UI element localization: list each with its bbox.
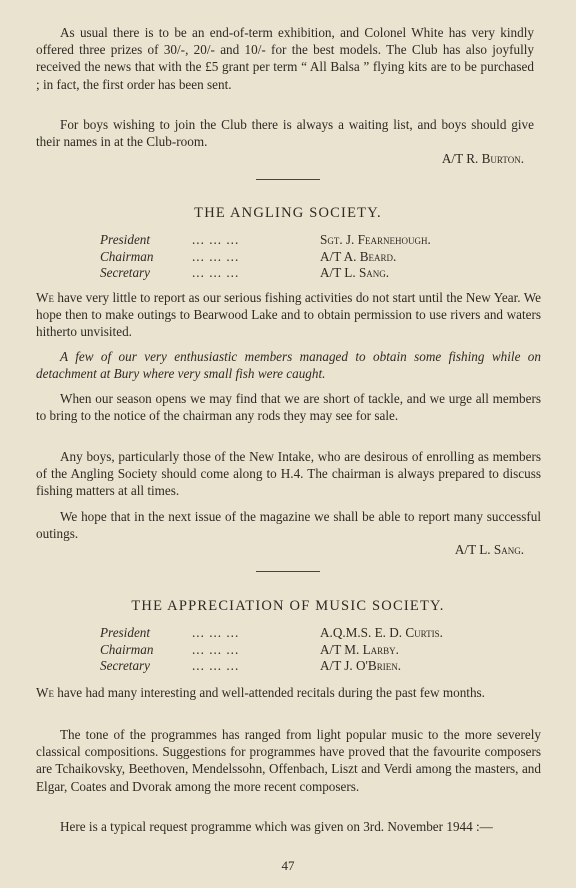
angling-paragraph-3: When our season opens we may find that we are short of tackle, and we urge all members to bring to the notice of the chairman any rods they may see for sale. — [36, 391, 541, 424]
model-club-signature: A/T R. Burton. — [441, 151, 524, 166]
angling-paragraph-4: Any boys, particularly those of the New Intake, who are desirous of enrolling as members of the Angling Society should come along to H.4. The chairman is always prepared to discuss fishing matters at all times. — [36, 449, 541, 499]
angling-paragraph-1: We have very little to report as our serious fishing activities do not start until the New Year. We hope then to make outings to Bearwood Lake and to obtain permission to use rivers and waters hitherto unvisited. — [36, 290, 541, 340]
music-paragraph-2: The tone of the programmes has ranged from light popular music to the more severely classical compositions. Suggestions for programmes have proved that the favourite composers are Tchaikovsky, Beethoven, Mendelssohn, Offenbach, Liszt and Verdi among the masters, and Elgar, Coates and Dvorak among the more recent composers. — [36, 727, 541, 794]
angling-paragraph-5: We hope that in the next issue of the magazine we shall be able to report many successful outings. — [36, 509, 541, 542]
music-paragraph-3: Here is a typical request programme which was given on 3rd. November 1944 :— — [60, 819, 493, 834]
officer-row-secretary: Secretary ... ... ... A/T J. O'Brien. — [100, 658, 402, 673]
angling-paragraph-2: A few of our very enthusiastic members managed to obtain some fishing while on detachment at Bury where very small fish were caught. — [36, 349, 541, 382]
officer-row-chairman: Chairman ... ... ... A/T M. Larby. — [100, 641, 399, 657]
angling-officers-list — [100, 232, 540, 282]
officer-row-chairman: Chairman ... ... ... A/T A. Beard. — [100, 248, 397, 264]
officer-row-president: President ... ... ... A.Q.M.S. E. D. Curtis. — [100, 625, 443, 640]
angling-signature: A/T L. Sang. — [454, 542, 524, 557]
officer-row-secretary: Secretary ... ... ... A/T L. Sang. — [100, 265, 390, 280]
section-divider — [256, 571, 320, 572]
section-divider — [256, 179, 320, 180]
page-number: 47 — [281, 858, 295, 873]
music-society-title: THE APPRECIATION OF MUSIC SOCIETY. — [131, 598, 445, 614]
model-club-paragraph-1: As usual there is to be an end-of-term exhibition, and Colonel White has very kindly offered three prizes of 30/-, 20/- and 10/- for the best models. The Club has also joyfully received the news that with the £5 grant per term “ All Balsa ” flying kits are to be purchased ; in fact, the first order has been sent. — [36, 25, 534, 92]
officer-row-president: President ... ... ... Sgt. J. Fearnehough. — [100, 232, 431, 247]
angling-society-title: THE ANGLING SOCIETY. — [194, 205, 382, 221]
music-officers-list — [100, 625, 540, 675]
model-club-paragraph-2: For boys wishing to join the Club there is always a waiting list, and boys should give their names in at the Club-room. — [36, 117, 534, 150]
music-paragraph-1: We have had many interesting and well-attended recitals during the past few months. — [36, 685, 485, 700]
